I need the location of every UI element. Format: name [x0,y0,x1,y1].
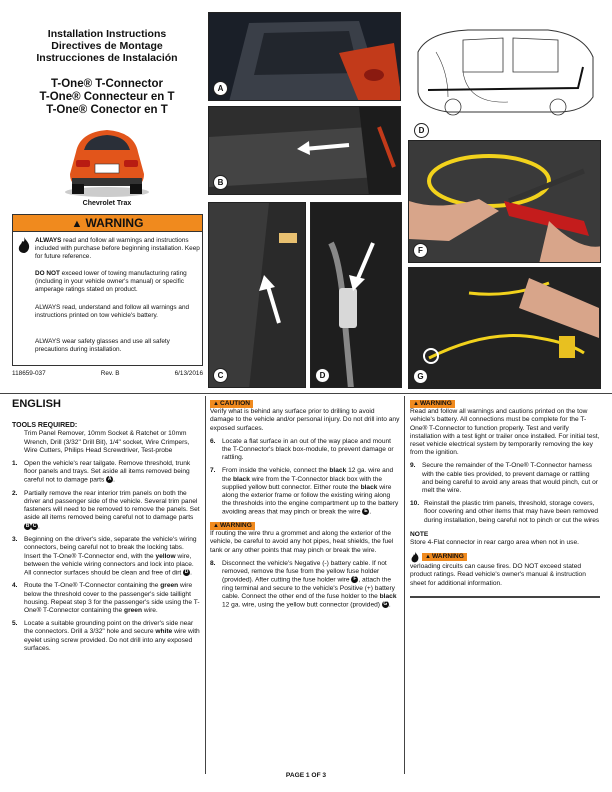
warning-label-battery: ▲WARNING [410,400,455,408]
step-5: 5. Locate a suitable grounding point on the driver's side near the connectors. Drill a 3/32" hole and secure white wire with eyelet using screw provided. Do not drill into any exposed surfaces. [12,620,200,652]
title-line-en: Installation Instructions [47,28,167,40]
tools-list: Trim Panel Remover, 10mm Socket & Ratchet or 10mm Wrench, Drill (3/32" Drill Bit), 1/4" socket, Wire Crimpers, Wire Cutters, Philips Head Screwdriver, Test-probe [24,430,190,454]
ref-f: F [353,576,357,583]
tailgate-illustration [209,13,401,101]
warning-text-routing: If routing the wire thru a grommet and along the exterior of the vehicle, be careful to avoid any hot pipes, heat shields, the fuel tank or any other points that may pinch or break the wire. [210,530,394,554]
car-caption: Chevrolet Trax [82,200,132,207]
page-number: PAGE 1 OF 3 [285,772,327,779]
title-line-es: Instrucciones de Instalación [36,52,178,64]
photo-label-g: G [413,369,428,384]
warning-paragraph-2: DO NOT exceed lower of towing manufacturing rating (including in your vehicle owner's manual) or specific amperage ratings stated on product. [35,270,187,293]
fuse-holder-illustration [409,268,601,389]
step-7: 7. From inside the vehicle, connect the black 12 ga. wire and the black wire from the T-Connector black box with the supplied yellow butt connector. Either route the black wire along the exterior frame or follow the existing wiring along the thresholds into the engine compartment up to the battery avoiding areas that may pinch or break the wire E . [210,467,399,516]
section-divider [0,393,612,394]
warning-triangle-icon: ▲ [425,554,431,561]
vehicle-routing-diagram [408,12,601,140]
caution-label: ▲CAUTION [210,400,253,408]
photo-label-d-diagram: D [414,123,429,138]
step-3: 3. Beginning on the driver's side, separate the vehicle's wiring connectors, being careful not to break the locking tabs. Insert the T-One® T-Connector end, with the yellow wire, between the vehicle wiring connectors and lock into place. All connector surfaces should be clean and free of dirt D . [12,536,197,577]
warning-box [12,214,203,366]
warning-label-overload: ▲WARNING [422,553,467,561]
step-2: 2. Partially remove the rear interior trim panels on both the driver and passenger side of the vehicle. Several trim panel fasteners will need to be removed to remove the panels. Set aside all items removed being careful not to damage parts B C . [12,489,200,530]
car-rear-photo [62,122,152,198]
photo-c-connector-location [208,202,306,388]
end-rule [410,596,600,598]
warning-paragraph-4: ALWAYS wear safety glasses and use all safety precautions during installation. [35,338,170,353]
note-text: Store 4-Flat connector in rear cargo area when not in use. [410,539,579,547]
instructions-column-2 [210,400,400,609]
caution-triangle-icon: ▲ [213,401,219,407]
instructions-column-3 [410,400,600,598]
warning-paragraph-1: ALWAYS read and follow all warnings and instructions included with purchase before beginning installation. Keep for future reference. [35,237,200,260]
ref-g: G [383,600,388,607]
ref-d: D [184,568,189,575]
ref-c: C [32,522,37,529]
document-meta [12,370,203,377]
step-6: 6. Locate a flat surface in an out of the way place and mount the T-Connector's black box-module, to prevent damage or rattling. [210,437,394,462]
warning-title: WARNING [85,216,144,230]
step-8: 8. Disconnect the vehicle's Negative (-) battery cable. If not removed, remove the fuse from the yellow fuse holder (provided). After cutting the fuse holder wire F , attach the ring terminal and secure to the vehicle's Positive (+) battery cable. Connect the other end of the fuse holder to the black 12 ga. wire, using the yellow butt connector (provided) G . [210,559,397,609]
column-divider-2 [404,396,405,774]
title-line-fr: Directives de Montage [51,40,163,52]
photo-label-c: C [213,368,228,383]
language-heading: ENGLISH [12,398,61,410]
photo-a-tailgate [208,12,401,101]
step-1: 1. Open the vehicle's rear tailgate. Remove threshold, trunk floor panels and trays. Set aside all items removed being careful not to damage parts A . [12,460,191,484]
revision-date: 6/13/2016 [174,370,203,377]
step-4: 4. Route the T-One® T-Connector containing the green wire below the threshold cover to the passenger's side taillight housing. Repeat step 3 for the passenger's side using the T-One® T-Connector containing the green wire. [12,582,200,615]
warning-paragraph-3: ALWAYS read, understand and follow all warnings and instructions printed on tow vehicle's battery. [35,304,190,319]
ref-a: A [107,476,112,483]
warning-triangle-icon: ▲ [71,218,83,230]
instructions-column-1 [12,400,202,653]
column-divider-1 [205,396,206,774]
trim-panel-illustration [209,107,401,195]
photo-f-cutting-wire [408,140,601,263]
revision: Rev. B [100,370,120,377]
fire-hazard-icon [410,551,420,563]
warning-triangle-icon: ▲ [213,522,219,529]
warning-text-overload: verloading circuits can cause fires. DO NOT exceed stated product ratings. Read vehicle's owner's manual & instruction sheet for additional information. [410,563,586,587]
step-9: 9. Secure the remainder of the T-One® T-Connector harness with the cable ties provided, to prevent damage or rattling and being careful to avoid any areas that would pinch, cut or melt the wire. [410,462,598,495]
caution-text: Verify what is behind any surface prior to drilling to avoid damage to the vehicle and/or personal injury. Do not drill into any exposed surfaces. [210,408,400,432]
product-line-es: T-One® Conector en T [46,104,168,116]
diagram-d-vehicle-routing [408,12,601,140]
photo-b-trim-panel [208,106,401,195]
photo-label-a: A [213,81,228,96]
connector-location-illustration [209,203,306,388]
product-line-fr: T-One® Connecteur en T [39,91,175,103]
warning-triangle-icon: ▲ [413,401,419,407]
note-label: NOTE [410,530,429,538]
tools-heading: TOOLS REQUIRED: [12,422,78,430]
step-10: 10. Reinstall the plastic trim panels, threshold, storage covers, floor covering and other items that may have been removed during installation, being careful not to pinch or cut the wires [410,500,600,524]
photo-label-d-wiring: D [315,368,330,383]
warning-header [13,215,202,232]
product-name [12,78,202,117]
photo-label-f: F [413,243,428,258]
cutting-wire-illustration [409,141,601,263]
fire-hazard-icon [17,236,31,254]
ref-e: E [364,508,368,515]
product-line-en: T-One® T-Connector [51,78,163,90]
wiring-connector-illustration [311,203,402,388]
warning-text-battery: Read and follow all warnings and cautions printed on the tow vehicle's battery. All connections must be complete for the T-One® T-Connector to function properly. Test and verify installation with a test light or trailer once installed. For initial test, reset vehicle electrical system by temporarily removing the key from the ignition. [410,408,600,457]
ref-b: B [25,522,30,529]
photo-label-b: B [213,175,228,190]
document-title [12,28,202,64]
photo-g-fuse-holder [408,267,601,389]
photo-d-wiring-connector [310,202,402,388]
warning-label-routing: ▲WARNING [210,522,255,530]
part-number: 118659-037 [12,370,46,377]
